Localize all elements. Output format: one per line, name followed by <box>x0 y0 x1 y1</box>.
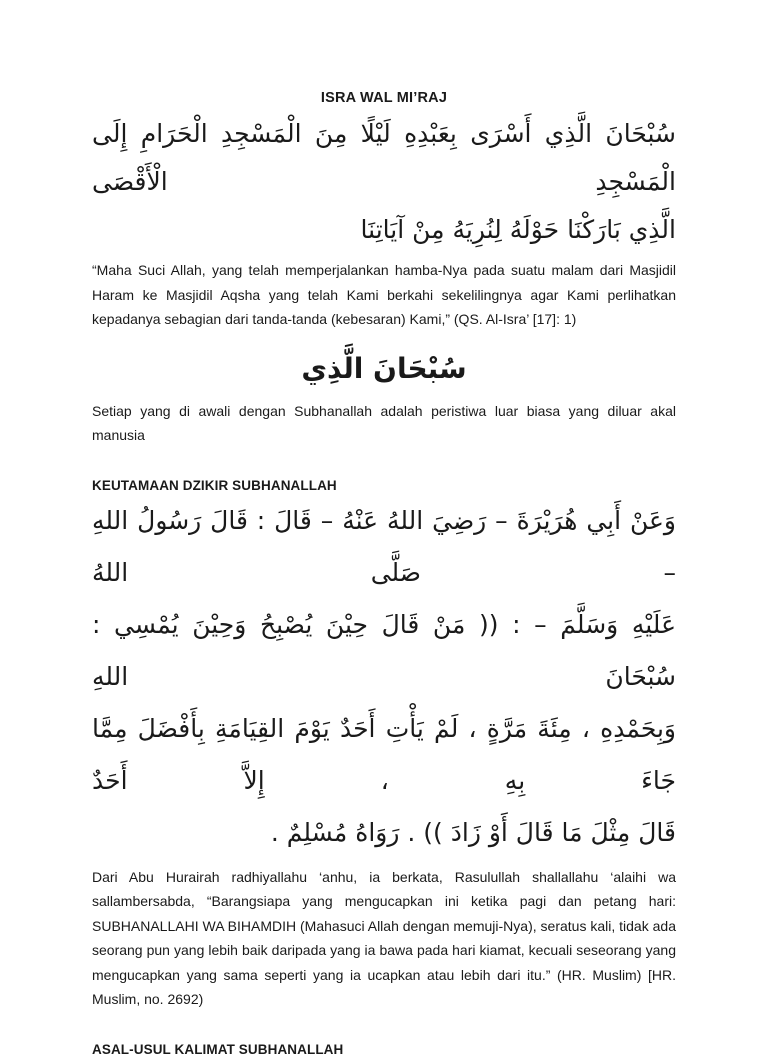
hadith-arabic-line-2: عَلَيْهِ وَسَلَّمَ – : (( مَنْ قَالَ حِيْنَ يُصْبِحُ وَحِيْنَ يُمْسِي : سُبْحَانَ اللهِ <box>92 609 676 691</box>
hadith-translation: Dari Abu Hurairah radhiyallahu ‘anhu, ia berkata, Rasulullah shallallahu ‘alaihi wa sallambersabda, “Barangsiapa yang mengucapkan ini ketika pagi dan petang hari: SUBHANALLAHI WA BIHAMDIH (Mahasuci Allah dengan memuji-Nya), seratus kali, tidak ada seorang pun yang lebih baik daripada yang ia bawa pada hari kiamat, kecuali seseorang yang mengucapkan yang sama seperti yang ia ucapkan atau lebih dari itu.” (HR. Muslim) [HR. Muslim, no. 2692) <box>92 868 676 1007</box>
document-page <box>92 90 676 1057</box>
subhanalladzi-note: Setiap yang di awali dengan Subhanallah adalah peristiwa luar biasa yang diluar akal manusia <box>92 402 676 443</box>
verse-arabic-line-1: سُبْحَانَ الَّذِي أَسْرَى بِعَبْدِهِ لَيْلًا مِنَ الْمَسْجِدِ الْحَرَامِ إِلَى الْمَسْجِدِ الْأَقْصَى <box>92 119 676 196</box>
subhanalladzi-arabic: سُبْحَانَ الَّذِي <box>301 351 467 385</box>
hadith-arabic-line-3: وَبِحَمْدِهِ ، مِئَةَ مَرَّةٍ ، لَمْ يَأْتِ أَحَدٌ يَوْمَ القِيَامَةِ بِأَفْضَلَ مِمَّا جَاءَ بِهِ ، إِلاَّ أَحَدٌ <box>92 713 676 795</box>
section-heading-keutamaan: KEUTAMAAN DZIKIR SUBHANALLAH <box>92 477 337 493</box>
section-heading-asal-usul: ASAL-USUL KALIMAT SUBHANALLAH <box>92 1041 344 1057</box>
page-title: ISRA WAL MI’RAJ <box>320 90 448 106</box>
verse-translation: “Maha Suci Allah, yang telah memperjalankan hamba-Nya pada suatu malam dari Masjidil Haram ke Masjidil Aqsha yang telah Kami berkahi sekelilingnya agar Kami perlihatkan kepadanya sebagian dari tanda-tanda (kebesaran) Kami,” (QS. Al-Isra’ [17]: 1) <box>92 262 676 327</box>
verse-arabic <box>92 110 676 254</box>
hadith-arabic <box>92 495 676 859</box>
verse-arabic-line-2: الَّذِي بَارَكْنَا حَوْلَهُ لِنُرِيَهُ مِنْ آيَاتِنَا <box>360 215 676 244</box>
hadith-arabic-line-1: وَعَنْ أَبِي هُرَيْرَةَ – رَضِيَ اللهُ عَنْهُ – قَالَ : قَالَ رَسُولُ اللهِ – صَلَّى اللهُ <box>92 505 676 587</box>
hadith-arabic-line-4: قَالَ مِثْلَ مَا قَالَ أَوْ زَادَ )) . رَوَاهُ مُسْلِمٌ . <box>270 817 676 847</box>
